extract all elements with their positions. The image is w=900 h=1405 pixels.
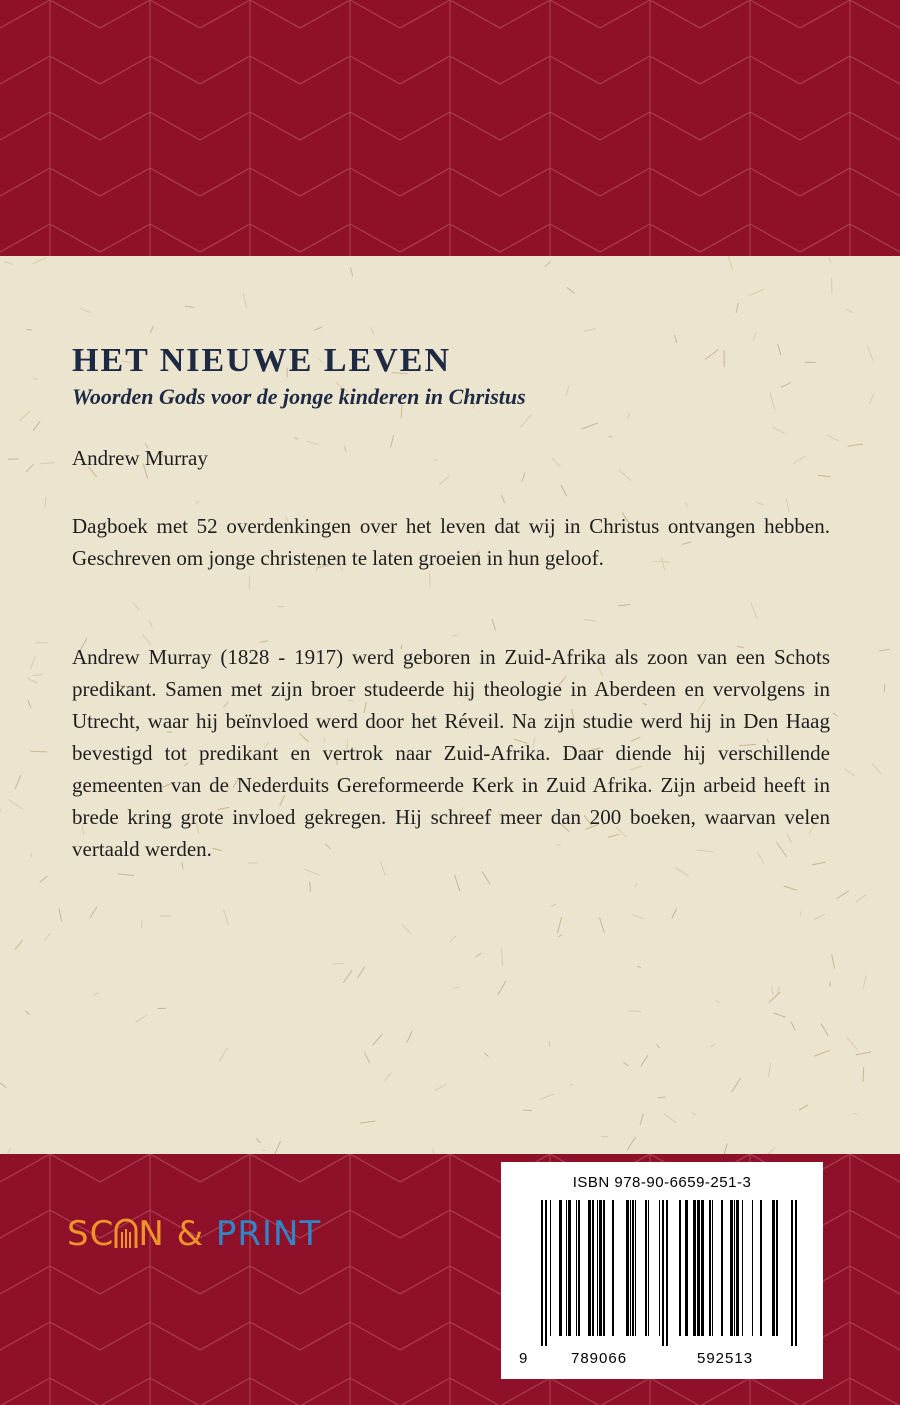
chevron-pattern bbox=[0, 0, 900, 256]
barcode-digits-left: 789066 bbox=[571, 1350, 628, 1367]
publisher-logo-part3: PRINT bbox=[215, 1214, 322, 1254]
publisher-logo-part1: SC bbox=[67, 1214, 115, 1254]
paper-panel bbox=[0, 256, 900, 1154]
barcode-bars bbox=[541, 1200, 801, 1346]
book-subtitle: Woorden Gods voor de jonge kinderen in Christus bbox=[72, 384, 526, 409]
book-spine-arch-icon bbox=[114, 1218, 138, 1248]
isbn-barcode bbox=[501, 1162, 823, 1379]
publisher-logo bbox=[67, 1214, 321, 1254]
barcode-digit-first: 9 bbox=[519, 1350, 529, 1367]
barcode-digits-right: 592513 bbox=[697, 1350, 754, 1367]
publisher-logo-ampersand: & bbox=[176, 1214, 205, 1254]
author-biography: Andrew Murray (1828 - 1917) werd geboren in Zuid-Afrika als zoon van een Schots predikant. Samen met zijn broer studeerde hij theologie in Aberdeen en vervolgens in Utrecht, waar hij beïnvloed werd door het Réveil. Na zijn studie werd hij in Den Haag bevestigd tot predikant en vertrok naar Zuid-Afrika. Daar diende hij verschillende gemeenten van de Nederduits Gereformeerde Kerk in Zuid Afrika. Zijn arbeid heeft in brede kring grote invloed gekregen. Hij schreef meer dan 200 boeken, waarvan velen vertaald werden. bbox=[72, 645, 830, 861]
blurb-paragraph: Dagboek met 52 overdenkingen over het leven dat wij in Christus ontvangen hebben. Geschreven om jonge christenen te laten groeien in hun geloof. bbox=[72, 514, 830, 570]
author-name: Andrew Murray bbox=[72, 446, 208, 470]
publisher-logo-part2: N bbox=[138, 1214, 165, 1254]
top-pattern-band bbox=[0, 0, 900, 256]
isbn-label: ISBN 978-90-6659-251-3 bbox=[572, 1174, 752, 1191]
book-title: HET NIEUWE LEVEN bbox=[72, 342, 452, 379]
